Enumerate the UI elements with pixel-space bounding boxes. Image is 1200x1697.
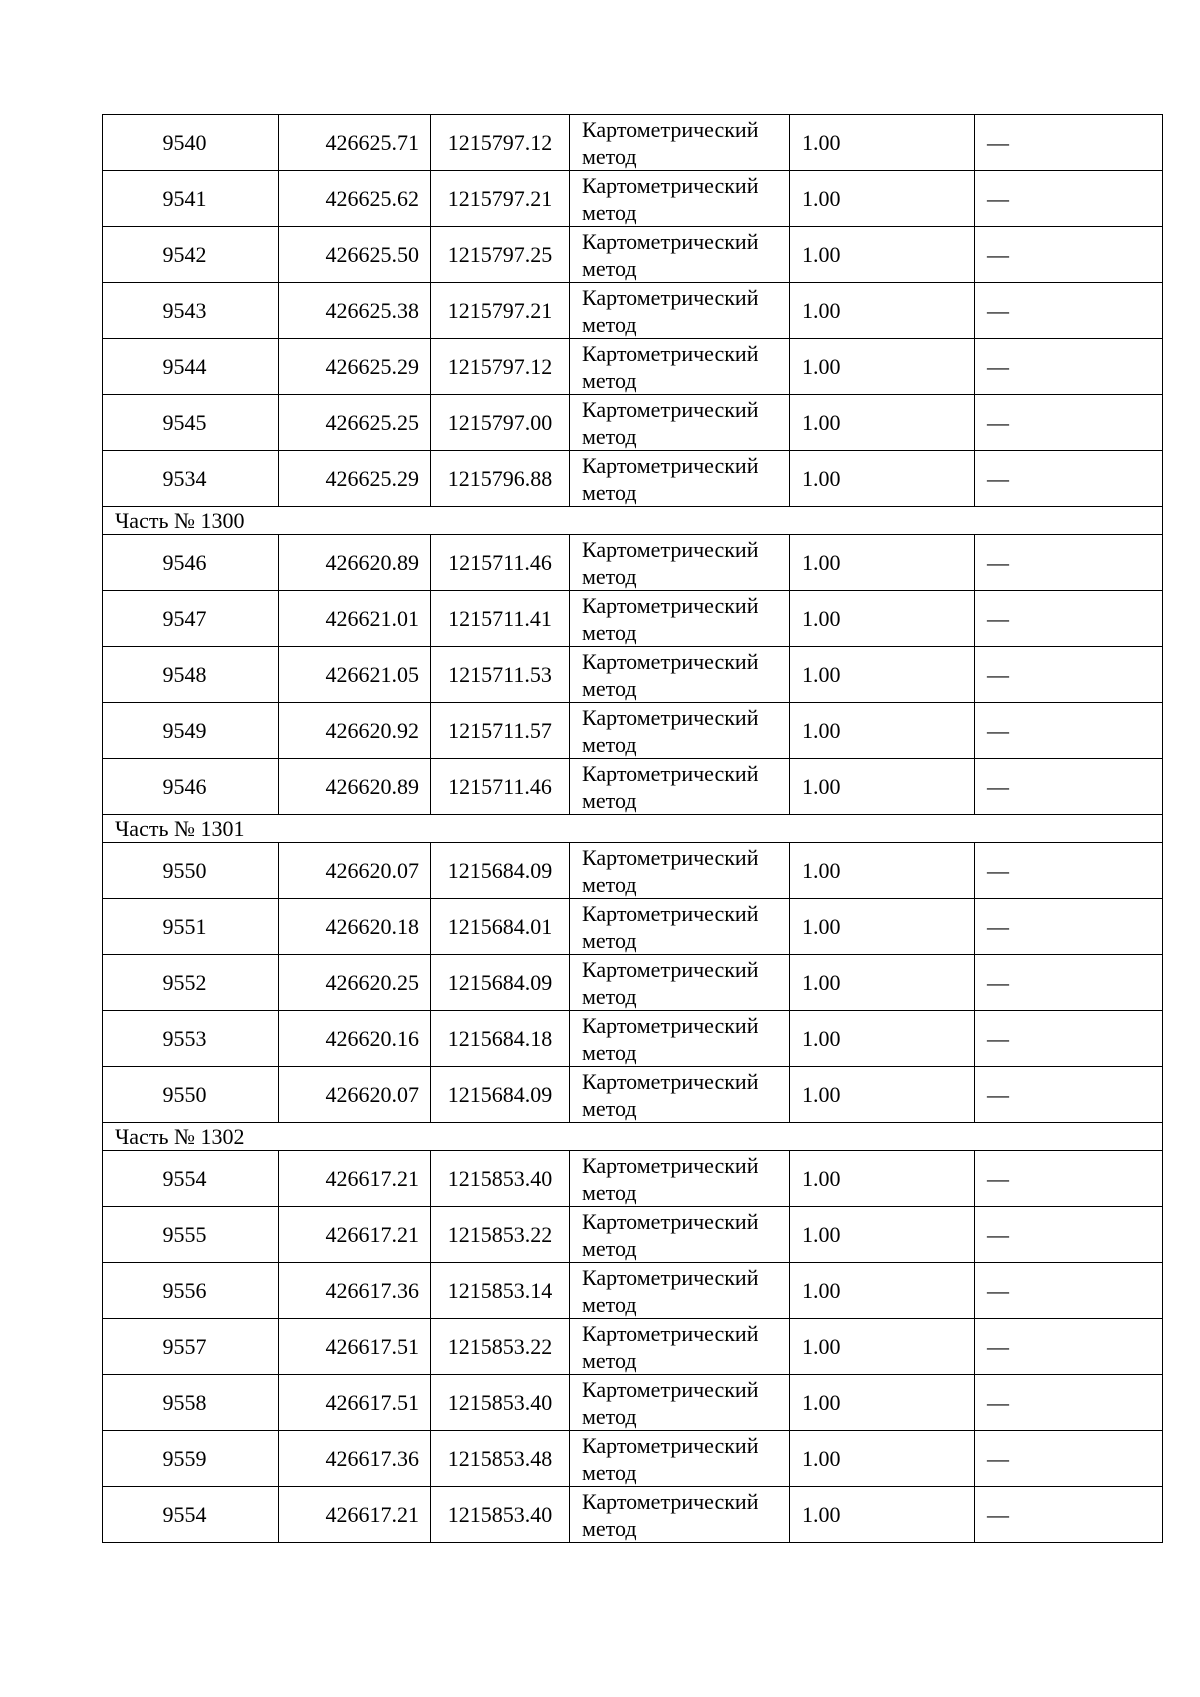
description-dash: — bbox=[987, 1501, 1009, 1527]
method-cell bbox=[570, 1431, 790, 1487]
method-cell bbox=[570, 703, 790, 759]
accuracy-cell: 1.00 bbox=[790, 395, 975, 451]
y-coordinate-cell: 1215796.88 bbox=[431, 451, 570, 507]
accuracy-cell: 1.00 bbox=[790, 1151, 975, 1207]
table-row bbox=[103, 703, 1163, 759]
description-cell bbox=[975, 1319, 1163, 1375]
point-number-cell: 9557 bbox=[103, 1319, 279, 1375]
x-coordinate-cell: 426620.92 bbox=[279, 703, 431, 759]
part-label: Часть № 1301 bbox=[103, 815, 1163, 843]
description-dash: — bbox=[987, 1165, 1009, 1191]
point-number-cell: 9552 bbox=[103, 955, 279, 1011]
coordinates-table-body bbox=[103, 115, 1163, 1543]
y-coordinate-cell: 1215684.18 bbox=[431, 1011, 570, 1067]
part-header-row bbox=[103, 1123, 1163, 1151]
point-number-cell: 9546 bbox=[103, 535, 279, 591]
description-cell bbox=[975, 171, 1163, 227]
point-number-cell: 9547 bbox=[103, 591, 279, 647]
method-line-1: Картометрический bbox=[582, 1068, 759, 1094]
x-coordinate-cell: 426620.18 bbox=[279, 899, 431, 955]
y-coordinate-cell: 1215797.25 bbox=[431, 227, 570, 283]
description-dash: — bbox=[987, 409, 1009, 435]
method-line-1: Картометрический bbox=[582, 1376, 759, 1402]
method-line-1: Картометрический bbox=[582, 172, 759, 198]
description-cell bbox=[975, 703, 1163, 759]
description-dash: — bbox=[987, 717, 1009, 743]
point-number-cell: 9554 bbox=[103, 1487, 279, 1543]
method-line-1: Картометрический bbox=[582, 536, 759, 562]
accuracy-cell: 1.00 bbox=[790, 535, 975, 591]
method-line-1: Картометрический bbox=[582, 1320, 759, 1346]
method-cell bbox=[570, 1263, 790, 1319]
accuracy-cell: 1.00 bbox=[790, 899, 975, 955]
method-line-2: метод bbox=[582, 423, 637, 449]
accuracy-cell: 1.00 bbox=[790, 171, 975, 227]
accuracy-cell: 1.00 bbox=[790, 1319, 975, 1375]
point-number-cell: 9550 bbox=[103, 1067, 279, 1123]
accuracy-cell: 1.00 bbox=[790, 283, 975, 339]
method-line-1: Картометрический bbox=[582, 228, 759, 254]
method-line-2: метод bbox=[582, 1095, 637, 1121]
description-cell bbox=[975, 115, 1163, 171]
table-row bbox=[103, 339, 1163, 395]
method-line-2: метод bbox=[582, 787, 637, 813]
point-number-cell: 9545 bbox=[103, 395, 279, 451]
method-cell bbox=[570, 451, 790, 507]
accuracy-cell: 1.00 bbox=[790, 451, 975, 507]
method-line-1: Картометрический bbox=[582, 1152, 759, 1178]
y-coordinate-cell: 1215684.09 bbox=[431, 955, 570, 1011]
method-cell bbox=[570, 647, 790, 703]
description-cell bbox=[975, 451, 1163, 507]
x-coordinate-cell: 426620.25 bbox=[279, 955, 431, 1011]
description-cell bbox=[975, 1375, 1163, 1431]
description-dash: — bbox=[987, 1025, 1009, 1051]
method-cell bbox=[570, 535, 790, 591]
description-dash: — bbox=[987, 857, 1009, 883]
description-dash: — bbox=[987, 297, 1009, 323]
y-coordinate-cell: 1215684.09 bbox=[431, 843, 570, 899]
table-row bbox=[103, 1487, 1163, 1543]
method-line-1: Картометрический bbox=[582, 116, 759, 142]
method-cell bbox=[570, 1207, 790, 1263]
description-dash: — bbox=[987, 661, 1009, 687]
x-coordinate-cell: 426620.89 bbox=[279, 759, 431, 815]
description-cell bbox=[975, 1067, 1163, 1123]
accuracy-cell: 1.00 bbox=[790, 955, 975, 1011]
point-number-cell: 9556 bbox=[103, 1263, 279, 1319]
table-row bbox=[103, 1319, 1163, 1375]
accuracy-cell: 1.00 bbox=[790, 1487, 975, 1543]
method-line-1: Картометрический bbox=[582, 1432, 759, 1458]
x-coordinate-cell: 426617.21 bbox=[279, 1487, 431, 1543]
method-cell bbox=[570, 283, 790, 339]
method-line-1: Картометрический bbox=[582, 592, 759, 618]
method-line-2: метод bbox=[582, 563, 637, 589]
y-coordinate-cell: 1215711.41 bbox=[431, 591, 570, 647]
x-coordinate-cell: 426620.07 bbox=[279, 1067, 431, 1123]
y-coordinate-cell: 1215797.12 bbox=[431, 115, 570, 171]
x-coordinate-cell: 426621.01 bbox=[279, 591, 431, 647]
method-cell bbox=[570, 1151, 790, 1207]
table-row bbox=[103, 451, 1163, 507]
method-line-1: Картометрический bbox=[582, 284, 759, 310]
table-row bbox=[103, 1263, 1163, 1319]
description-dash: — bbox=[987, 549, 1009, 575]
accuracy-cell: 1.00 bbox=[790, 115, 975, 171]
description-dash: — bbox=[987, 1333, 1009, 1359]
table-row bbox=[103, 1151, 1163, 1207]
table-row bbox=[103, 591, 1163, 647]
table-row bbox=[103, 899, 1163, 955]
x-coordinate-cell: 426617.51 bbox=[279, 1375, 431, 1431]
description-dash: — bbox=[987, 913, 1009, 939]
method-line-1: Картометрический bbox=[582, 1208, 759, 1234]
x-coordinate-cell: 426617.36 bbox=[279, 1431, 431, 1487]
method-cell bbox=[570, 899, 790, 955]
accuracy-cell: 1.00 bbox=[790, 1375, 975, 1431]
description-dash: — bbox=[987, 353, 1009, 379]
point-number-cell: 9558 bbox=[103, 1375, 279, 1431]
x-coordinate-cell: 426617.51 bbox=[279, 1319, 431, 1375]
description-cell bbox=[975, 535, 1163, 591]
table-row bbox=[103, 1207, 1163, 1263]
method-line-1: Картометрический bbox=[582, 844, 759, 870]
method-line-1: Картометрический bbox=[582, 340, 759, 366]
x-coordinate-cell: 426625.29 bbox=[279, 339, 431, 395]
accuracy-cell: 1.00 bbox=[790, 339, 975, 395]
accuracy-cell: 1.00 bbox=[790, 1263, 975, 1319]
table-row bbox=[103, 955, 1163, 1011]
method-line-2: метод bbox=[582, 1403, 637, 1429]
method-cell bbox=[570, 1487, 790, 1543]
description-cell bbox=[975, 647, 1163, 703]
description-dash: — bbox=[987, 969, 1009, 995]
y-coordinate-cell: 1215853.48 bbox=[431, 1431, 570, 1487]
point-number-cell: 9543 bbox=[103, 283, 279, 339]
method-line-2: метод bbox=[582, 871, 637, 897]
method-line-2: метод bbox=[582, 1179, 637, 1205]
x-coordinate-cell: 426625.71 bbox=[279, 115, 431, 171]
accuracy-cell: 1.00 bbox=[790, 647, 975, 703]
y-coordinate-cell: 1215853.22 bbox=[431, 1319, 570, 1375]
method-line-2: метод bbox=[582, 1039, 637, 1065]
x-coordinate-cell: 426620.89 bbox=[279, 535, 431, 591]
accuracy-cell: 1.00 bbox=[790, 759, 975, 815]
point-number-cell: 9559 bbox=[103, 1431, 279, 1487]
method-cell bbox=[570, 759, 790, 815]
table-row bbox=[103, 843, 1163, 899]
table-row bbox=[103, 1011, 1163, 1067]
method-line-2: метод bbox=[582, 983, 637, 1009]
accuracy-cell: 1.00 bbox=[790, 1067, 975, 1123]
y-coordinate-cell: 1215853.40 bbox=[431, 1375, 570, 1431]
y-coordinate-cell: 1215711.57 bbox=[431, 703, 570, 759]
description-dash: — bbox=[987, 241, 1009, 267]
table-row bbox=[103, 1431, 1163, 1487]
table-row bbox=[103, 283, 1163, 339]
accuracy-cell: 1.00 bbox=[790, 703, 975, 759]
accuracy-cell: 1.00 bbox=[790, 1011, 975, 1067]
method-cell bbox=[570, 115, 790, 171]
description-cell bbox=[975, 1487, 1163, 1543]
description-cell bbox=[975, 1011, 1163, 1067]
method-line-2: метод bbox=[582, 367, 637, 393]
description-dash: — bbox=[987, 185, 1009, 211]
description-cell bbox=[975, 1207, 1163, 1263]
y-coordinate-cell: 1215711.46 bbox=[431, 535, 570, 591]
coordinates-table bbox=[102, 114, 1163, 1543]
part-label: Часть № 1300 bbox=[103, 507, 1163, 535]
description-dash: — bbox=[987, 1389, 1009, 1415]
description-dash: — bbox=[987, 773, 1009, 799]
description-cell bbox=[975, 843, 1163, 899]
point-number-cell: 9550 bbox=[103, 843, 279, 899]
description-dash: — bbox=[987, 1221, 1009, 1247]
table-row bbox=[103, 1067, 1163, 1123]
method-line-1: Картометрический bbox=[582, 760, 759, 786]
y-coordinate-cell: 1215853.14 bbox=[431, 1263, 570, 1319]
method-line-2: метод bbox=[582, 255, 637, 281]
x-coordinate-cell: 426625.38 bbox=[279, 283, 431, 339]
method-line-2: метод bbox=[582, 479, 637, 505]
description-cell bbox=[975, 759, 1163, 815]
method-cell bbox=[570, 171, 790, 227]
point-number-cell: 9542 bbox=[103, 227, 279, 283]
accuracy-cell: 1.00 bbox=[790, 1207, 975, 1263]
table-row bbox=[103, 115, 1163, 171]
description-dash: — bbox=[987, 605, 1009, 631]
x-coordinate-cell: 426625.50 bbox=[279, 227, 431, 283]
x-coordinate-cell: 426620.16 bbox=[279, 1011, 431, 1067]
description-cell bbox=[975, 283, 1163, 339]
description-cell bbox=[975, 955, 1163, 1011]
point-number-cell: 9534 bbox=[103, 451, 279, 507]
part-header-row bbox=[103, 507, 1163, 535]
point-number-cell: 9548 bbox=[103, 647, 279, 703]
method-line-2: метод bbox=[582, 675, 637, 701]
method-line-2: метод bbox=[582, 1515, 637, 1541]
description-cell bbox=[975, 227, 1163, 283]
point-number-cell: 9541 bbox=[103, 171, 279, 227]
method-cell bbox=[570, 395, 790, 451]
method-line-2: метод bbox=[582, 619, 637, 645]
method-line-1: Картометрический bbox=[582, 1264, 759, 1290]
method-line-1: Картометрический bbox=[582, 452, 759, 478]
description-cell bbox=[975, 1431, 1163, 1487]
method-line-2: метод bbox=[582, 1235, 637, 1261]
accuracy-cell: 1.00 bbox=[790, 1431, 975, 1487]
description-cell bbox=[975, 591, 1163, 647]
point-number-cell: 9554 bbox=[103, 1151, 279, 1207]
method-cell bbox=[570, 339, 790, 395]
accuracy-cell: 1.00 bbox=[790, 591, 975, 647]
description-cell bbox=[975, 1151, 1163, 1207]
method-line-2: метод bbox=[582, 927, 637, 953]
description-dash: — bbox=[987, 1277, 1009, 1303]
point-number-cell: 9544 bbox=[103, 339, 279, 395]
point-number-cell: 9549 bbox=[103, 703, 279, 759]
part-label: Часть № 1302 bbox=[103, 1123, 1163, 1151]
method-line-1: Картометрический bbox=[582, 1488, 759, 1514]
description-cell bbox=[975, 899, 1163, 955]
method-cell bbox=[570, 591, 790, 647]
method-line-2: метод bbox=[582, 731, 637, 757]
method-line-1: Картометрический bbox=[582, 396, 759, 422]
y-coordinate-cell: 1215711.53 bbox=[431, 647, 570, 703]
point-number-cell: 9546 bbox=[103, 759, 279, 815]
method-cell bbox=[570, 1319, 790, 1375]
table-row bbox=[103, 227, 1163, 283]
description-dash: — bbox=[987, 1081, 1009, 1107]
y-coordinate-cell: 1215797.12 bbox=[431, 339, 570, 395]
table-row bbox=[103, 1375, 1163, 1431]
point-number-cell: 9553 bbox=[103, 1011, 279, 1067]
accuracy-cell: 1.00 bbox=[790, 227, 975, 283]
accuracy-cell: 1.00 bbox=[790, 843, 975, 899]
y-coordinate-cell: 1215853.40 bbox=[431, 1151, 570, 1207]
method-cell bbox=[570, 1375, 790, 1431]
x-coordinate-cell: 426625.29 bbox=[279, 451, 431, 507]
point-number-cell: 9551 bbox=[103, 899, 279, 955]
y-coordinate-cell: 1215853.40 bbox=[431, 1487, 570, 1543]
method-line-2: метод bbox=[582, 1459, 637, 1485]
description-dash: — bbox=[987, 129, 1009, 155]
y-coordinate-cell: 1215853.22 bbox=[431, 1207, 570, 1263]
description-cell bbox=[975, 395, 1163, 451]
method-cell bbox=[570, 227, 790, 283]
description-cell bbox=[975, 1263, 1163, 1319]
description-dash: — bbox=[987, 465, 1009, 491]
method-cell bbox=[570, 1067, 790, 1123]
method-cell bbox=[570, 843, 790, 899]
description-cell bbox=[975, 339, 1163, 395]
method-line-1: Картометрический bbox=[582, 704, 759, 730]
y-coordinate-cell: 1215797.21 bbox=[431, 171, 570, 227]
method-line-1: Картометрический bbox=[582, 648, 759, 674]
method-cell bbox=[570, 1011, 790, 1067]
method-line-1: Картометрический bbox=[582, 956, 759, 982]
y-coordinate-cell: 1215684.01 bbox=[431, 899, 570, 955]
description-dash: — bbox=[987, 1445, 1009, 1471]
table-row bbox=[103, 647, 1163, 703]
y-coordinate-cell: 1215684.09 bbox=[431, 1067, 570, 1123]
table-row bbox=[103, 759, 1163, 815]
table-row bbox=[103, 395, 1163, 451]
x-coordinate-cell: 426617.21 bbox=[279, 1207, 431, 1263]
method-line-2: метод bbox=[582, 143, 637, 169]
method-line-2: метод bbox=[582, 311, 637, 337]
x-coordinate-cell: 426617.21 bbox=[279, 1151, 431, 1207]
method-line-2: метод bbox=[582, 1347, 637, 1373]
x-coordinate-cell: 426625.25 bbox=[279, 395, 431, 451]
method-line-1: Картометрический bbox=[582, 1012, 759, 1038]
table-row bbox=[103, 171, 1163, 227]
x-coordinate-cell: 426621.05 bbox=[279, 647, 431, 703]
method-line-2: метод bbox=[582, 199, 637, 225]
method-line-1: Картометрический bbox=[582, 900, 759, 926]
x-coordinate-cell: 426620.07 bbox=[279, 843, 431, 899]
x-coordinate-cell: 426617.36 bbox=[279, 1263, 431, 1319]
y-coordinate-cell: 1215797.21 bbox=[431, 283, 570, 339]
point-number-cell: 9555 bbox=[103, 1207, 279, 1263]
y-coordinate-cell: 1215797.00 bbox=[431, 395, 570, 451]
table-row bbox=[103, 535, 1163, 591]
y-coordinate-cell: 1215711.46 bbox=[431, 759, 570, 815]
point-number-cell: 9540 bbox=[103, 115, 279, 171]
method-cell bbox=[570, 955, 790, 1011]
x-coordinate-cell: 426625.62 bbox=[279, 171, 431, 227]
method-line-2: метод bbox=[582, 1291, 637, 1317]
part-header-row bbox=[103, 815, 1163, 843]
